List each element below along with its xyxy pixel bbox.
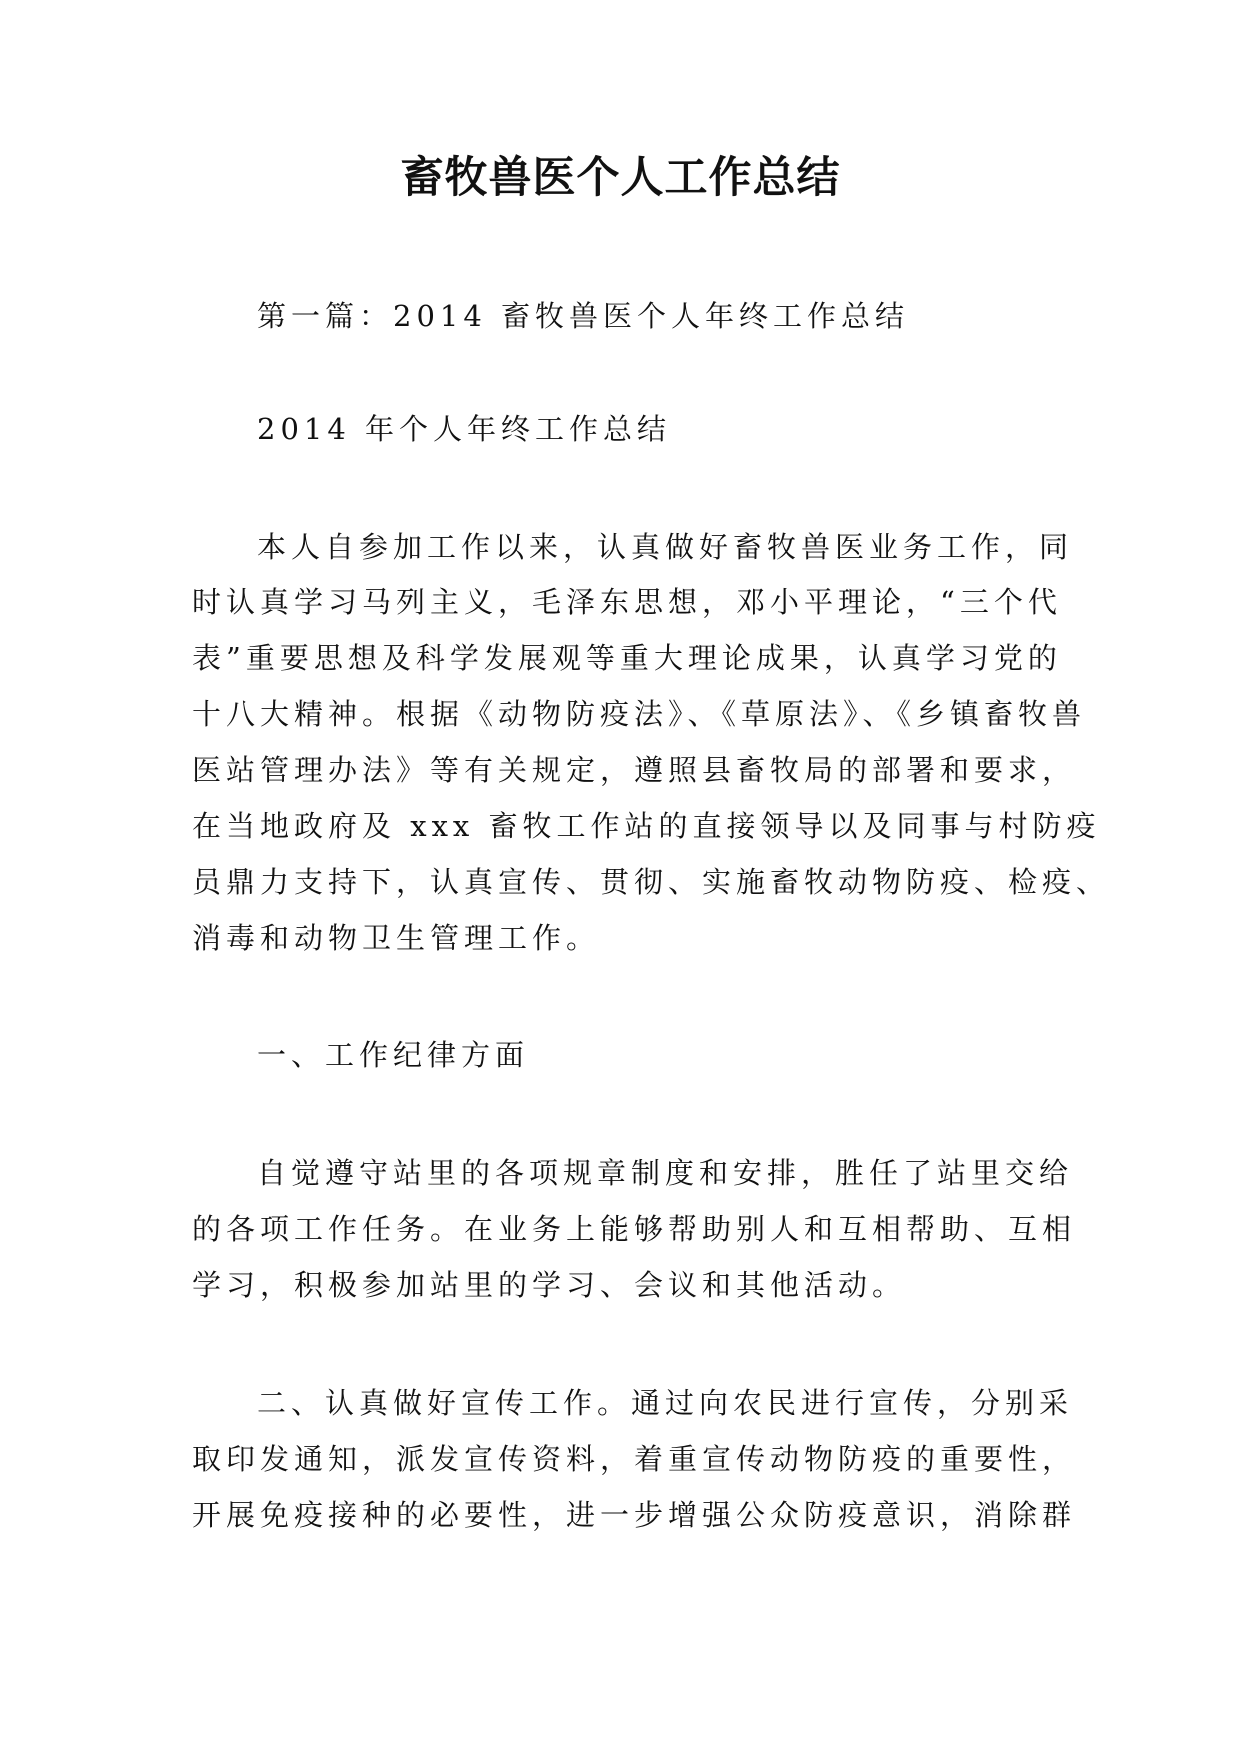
paragraph-line: 学习，积极参加站里的学习、会议和其他活动。 <box>192 1268 907 1302</box>
paragraph-line: 本人自参加工作以来，认真做好畜牧兽医业务工作，同 <box>257 530 1074 564</box>
document-title: 畜牧兽医个人工作总结 <box>400 153 841 203</box>
paragraph-line: 时认真学习马列主义，毛泽东思想，邓小平理论，“三个代 <box>192 585 1062 619</box>
subheading-year-summary: 2014 年个人年终工作总结 <box>257 412 672 446</box>
paragraph-line: 表”重要思想及科学发展观等重大理论成果，认真学习党的 <box>192 641 1062 675</box>
paragraph-line: 在当地政府及 xxx 畜牧工作站的直接领导以及同事与村防疫 <box>192 809 1101 843</box>
paragraph-line: 取印发通知，派发宣传资料，着重宣传动物防疫的重要性， <box>192 1442 1077 1476</box>
paragraph-line: 员鼎力支持下，认真宣传、贯彻、实施畜牧动物防疫、检疫、 <box>192 865 1111 899</box>
paragraph-line: 二、认真做好宣传工作。通过向农民进行宣传，分别采 <box>257 1386 1074 1420</box>
paragraph-line: 开展免疫接种的必要性，进一步增强公众防疫意识，消除群 <box>192 1498 1077 1532</box>
paragraph-line: 十八大精神。根据《动物防疫法》、《草原法》、《乡镇畜牧兽 <box>192 697 1087 731</box>
paragraph-line: 自觉遵守站里的各项规章制度和安排，胜任了站里交给 <box>257 1156 1074 1190</box>
paragraph-line: 医站管理办法》等有关规定，遵照县畜牧局的部署和要求， <box>192 753 1077 787</box>
section-heading-discipline: 一、工作纪律方面 <box>257 1038 530 1072</box>
paragraph-line: 的各项工作任务。在业务上能够帮助别人和互相帮助、互相 <box>192 1212 1077 1246</box>
heading-part-one: 第一篇：2014 畜牧兽医个人年终工作总结 <box>257 299 910 333</box>
paragraph-line: 消毒和动物卫生管理工作。 <box>192 921 601 955</box>
